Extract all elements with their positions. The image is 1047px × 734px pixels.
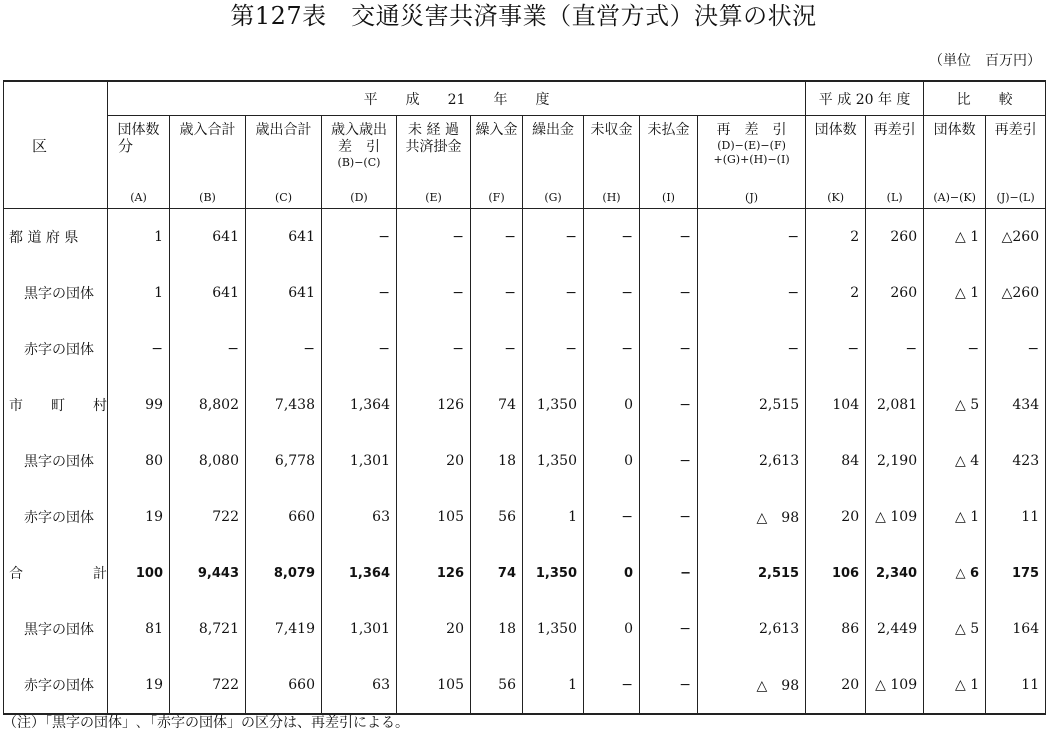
table-cell: −: [640, 377, 698, 433]
row-label: 黒字の団体: [4, 265, 108, 321]
table-cell: −: [108, 321, 170, 377]
table-cell: −: [986, 321, 1046, 377]
table-cell: △ 6: [924, 545, 986, 601]
column-formula: +(G)+(H)−(I): [713, 153, 790, 166]
table-cell: △ 109: [866, 489, 924, 545]
table-row: [4, 265, 1046, 321]
column-header-text: 未収金: [590, 122, 633, 138]
column-header: [584, 116, 640, 209]
table-cell: −: [397, 265, 471, 321]
table-cell: 74: [471, 545, 523, 601]
column-header: [170, 116, 246, 209]
column-header: [640, 116, 698, 209]
table-cell: 2,340: [866, 545, 924, 601]
table-cell: 126: [397, 545, 471, 601]
kubun-header: 区 分: [4, 81, 108, 209]
table-cell: 1: [108, 265, 170, 321]
table-cell: 260: [866, 209, 924, 266]
table-cell: −: [640, 321, 698, 377]
table-cell: −: [471, 209, 523, 266]
table-cell: 86: [806, 601, 866, 657]
table-cell: 0: [584, 545, 640, 601]
column-header: [322, 116, 397, 209]
table-cell: −: [523, 265, 584, 321]
table-cell: 641: [246, 209, 322, 266]
table-cell: −: [397, 321, 471, 377]
table-cell: 2,081: [866, 377, 924, 433]
table-cell: −: [584, 657, 640, 714]
h21-group-header: 平 成 21 年 度: [108, 81, 806, 116]
column-code: (C): [275, 191, 292, 204]
row-label: 赤字の団体: [4, 657, 108, 714]
table-cell: △ 98: [698, 657, 806, 714]
column-code: (I): [662, 191, 675, 204]
table-cell: −: [523, 209, 584, 266]
table-row: [4, 209, 1046, 266]
column-header-text: 歳入合計: [179, 122, 236, 138]
table-cell: 1: [523, 489, 584, 545]
table-cell: 56: [471, 489, 523, 545]
table-cell: 11: [986, 489, 1046, 545]
table-cell: 20: [806, 489, 866, 545]
table-cell: 20: [397, 433, 471, 489]
row-label: 合 計: [4, 545, 108, 601]
table-cell: 81: [108, 601, 170, 657]
column-header-text: 未 経 過: [408, 122, 459, 138]
column-header-text: 団体数: [933, 122, 976, 138]
table-cell: −: [584, 321, 640, 377]
table-cell: −: [698, 321, 806, 377]
table-cell: 0: [584, 433, 640, 489]
table-cell: 63: [322, 489, 397, 545]
table-cell: 0: [584, 601, 640, 657]
column-header: [246, 116, 322, 209]
table-cell: −: [471, 265, 523, 321]
table-cell: 74: [471, 377, 523, 433]
table-cell: −: [640, 601, 698, 657]
column-code: (J)−(L): [996, 191, 1035, 204]
column-header: [924, 116, 986, 209]
table-cell: 423: [986, 433, 1046, 489]
table-cell: 8,721: [170, 601, 246, 657]
table-cell: △ 1: [924, 489, 986, 545]
table-row: [4, 377, 1046, 433]
table-cell: △ 1: [924, 657, 986, 714]
table-cell: 722: [170, 657, 246, 714]
table-cell: −: [866, 321, 924, 377]
row-label: 赤字の団体: [4, 489, 108, 545]
table-cell: △260: [986, 265, 1046, 321]
row-label: 黒字の団体: [4, 433, 108, 489]
column-code: (F): [488, 191, 505, 204]
column-header-text: 歳入歳出: [331, 122, 387, 138]
table-cell: −: [397, 209, 471, 266]
table-cell: 1,350: [523, 433, 584, 489]
table-cell: 8,080: [170, 433, 246, 489]
table-cell: 2: [806, 209, 866, 266]
table-cell: 105: [397, 489, 471, 545]
table-cell: 2,613: [698, 601, 806, 657]
table-cell: −: [584, 209, 640, 266]
column-header: [108, 116, 170, 209]
table-cell: 1: [523, 657, 584, 714]
table-cell: 18: [471, 433, 523, 489]
table-cell: 7,419: [246, 601, 322, 657]
table-cell: 2: [806, 265, 866, 321]
table-cell: 1,350: [523, 545, 584, 601]
column-code: (H): [602, 191, 621, 204]
column-formula: (D)−(E)−(F): [717, 139, 786, 152]
table-cell: △ 109: [866, 657, 924, 714]
table-cell: 84: [806, 433, 866, 489]
table-cell: −: [806, 321, 866, 377]
table-cell: −: [246, 321, 322, 377]
table-cell: △260: [986, 209, 1046, 266]
column-header: [397, 116, 471, 209]
column-code: (J): [745, 191, 759, 204]
table-cell: −: [322, 209, 397, 266]
unit-label: （単位 百万円）: [929, 53, 1041, 69]
table-cell: 175: [986, 545, 1046, 601]
table-cell: 11: [986, 657, 1046, 714]
column-header: [523, 116, 584, 209]
table-cell: −: [640, 209, 698, 266]
table-cell: −: [640, 489, 698, 545]
table-cell: −: [640, 433, 698, 489]
table-cell: 18: [471, 601, 523, 657]
table-cell: 1,364: [322, 545, 397, 601]
table-cell: 20: [806, 657, 866, 714]
table-cell: 1,364: [322, 377, 397, 433]
table-cell: 2,613: [698, 433, 806, 489]
h20-group-header: 平 成 20 年 度: [806, 81, 924, 116]
table-cell: 8,802: [170, 377, 246, 433]
table-cell: △ 5: [924, 601, 986, 657]
table-cell: 2,449: [866, 601, 924, 657]
column-header-text: 差 引: [338, 139, 380, 155]
table-cell: 660: [246, 657, 322, 714]
table-cell: 641: [170, 265, 246, 321]
column-header-text: 歳出合計: [255, 122, 312, 138]
table-cell: △ 1: [924, 265, 986, 321]
table-cell: 434: [986, 377, 1046, 433]
table-cell: −: [698, 209, 806, 266]
column-code: (K): [827, 191, 845, 204]
table-cell: 56: [471, 657, 523, 714]
table-row: [4, 601, 1046, 657]
table-cell: −: [471, 321, 523, 377]
row-label: 黒字の団体: [4, 601, 108, 657]
table-cell: 722: [170, 489, 246, 545]
column-header: [471, 116, 523, 209]
table-cell: 19: [108, 657, 170, 714]
table-cell: 260: [866, 265, 924, 321]
table-cell: −: [640, 545, 698, 601]
table-cell: 8,079: [246, 545, 322, 601]
column-code: (D): [350, 191, 368, 204]
table-cell: −: [640, 265, 698, 321]
table-cell: −: [698, 265, 806, 321]
table-cell: 641: [170, 209, 246, 266]
settlement-table: [3, 80, 1046, 715]
table-cell: 100: [108, 545, 170, 601]
table-cell: 660: [246, 489, 322, 545]
table-cell: −: [640, 657, 698, 714]
column-header-text: 繰入金: [475, 122, 518, 138]
table-row: [4, 489, 1046, 545]
table-cell: 9,443: [170, 545, 246, 601]
column-header-text: 再差引: [994, 122, 1037, 138]
table-cell: −: [322, 321, 397, 377]
column-header: [806, 116, 866, 209]
table-cell: △ 98: [698, 489, 806, 545]
row-label: 都 道 府 県: [4, 209, 108, 266]
table-cell: 80: [108, 433, 170, 489]
table-cell: 104: [806, 377, 866, 433]
column-header-text: 再 差 引: [716, 122, 787, 138]
table-cell: −: [523, 321, 584, 377]
table-row: [4, 321, 1046, 377]
table-row: [4, 545, 1046, 601]
table-cell: 0: [584, 377, 640, 433]
row-label: 赤字の団体: [4, 321, 108, 377]
column-header-text: 共済掛金: [405, 139, 462, 155]
table-cell: −: [924, 321, 986, 377]
table-cell: −: [322, 265, 397, 321]
column-header: [698, 116, 806, 209]
table-cell: 1,350: [523, 601, 584, 657]
table-cell: 106: [806, 545, 866, 601]
table-cell: 2,190: [866, 433, 924, 489]
table-cell: △ 4: [924, 433, 986, 489]
table-title: 第127表 交通災害共済事業（直営方式）決算の状況: [230, 2, 817, 30]
table-cell: 641: [246, 265, 322, 321]
table-cell: 1,301: [322, 433, 397, 489]
table-cell: 20: [397, 601, 471, 657]
table-cell: △ 1: [924, 209, 986, 266]
column-code: (E): [425, 191, 442, 204]
column-header-text: 未払金: [647, 122, 690, 138]
table-cell: 63: [322, 657, 397, 714]
table-cell: 99: [108, 377, 170, 433]
table-cell: −: [170, 321, 246, 377]
table-cell: 2,515: [698, 545, 806, 601]
comparison-group-header: 比 較: [924, 81, 1046, 116]
column-header-text: 団体数: [117, 122, 160, 138]
table-cell: 105: [397, 657, 471, 714]
column-code: (G): [544, 191, 562, 204]
table-cell: 7,438: [246, 377, 322, 433]
table-cell: 1,350: [523, 377, 584, 433]
table-cell: 1: [108, 209, 170, 266]
row-label: 市 町 村: [4, 377, 108, 433]
column-header: [986, 116, 1046, 209]
table-cell: 6,778: [246, 433, 322, 489]
table-row: [4, 433, 1046, 489]
column-formula: (B)−(C): [337, 156, 381, 169]
table-cell: 164: [986, 601, 1046, 657]
column-code: (L): [886, 191, 903, 204]
column-code: (A)−(K): [933, 191, 976, 204]
table-cell: −: [584, 489, 640, 545]
table-cell: 19: [108, 489, 170, 545]
footnote: （注）「黒字の団体」､「赤字の団体」の区分は、再差引による。: [3, 715, 409, 731]
table-cell: 126: [397, 377, 471, 433]
column-header-text: 繰出金: [532, 122, 574, 138]
table-row: [4, 657, 1046, 714]
table-cell: △ 5: [924, 377, 986, 433]
column-code: (A): [130, 191, 147, 204]
column-header-text: 団体数: [814, 122, 857, 138]
column-header: [866, 116, 924, 209]
table-cell: 1,301: [322, 601, 397, 657]
column-code: (B): [199, 191, 216, 204]
column-header-text: 再差引: [873, 122, 916, 138]
table-cell: −: [584, 265, 640, 321]
table-cell: 2,515: [698, 377, 806, 433]
